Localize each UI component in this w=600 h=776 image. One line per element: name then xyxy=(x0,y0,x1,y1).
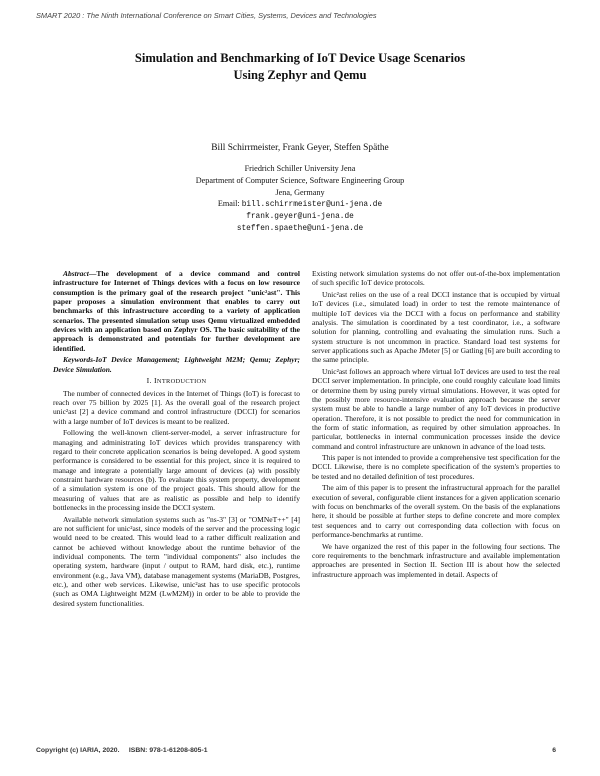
title-line-1: Simulation and Benchmarking of IoT Device Usage Scenarios xyxy=(134,51,466,65)
email-frank[interactable]: frank.geyer@uni-jena.de xyxy=(246,213,354,222)
section-first-letter: I xyxy=(154,376,157,386)
keywords-text: -IoT Device Management; Lightweight M2M; Qemu; Zephyr; Device Simulation. xyxy=(53,355,300,374)
running-header: SMART 2020 : The Ninth International Conference on Smart Cities, Systems, Devices and Technologies xyxy=(36,11,377,20)
department: Department of Computer Science, Software Engineering Group xyxy=(195,175,405,185)
left-paragraph-1: The number of connected devices in the Internet of Things (IoT) is forecast to reach over 75 billion by 2025 [1]. As the overall goal of the research project unic²ast [2] a device command and control infrastructure (DCCI) for scenarios with a large number of IoT devices is meant to be realized. xyxy=(53,388,300,426)
keywords-label: Keywords xyxy=(63,355,93,365)
title-line-2: Using Zephyr and Qemu xyxy=(233,68,367,82)
page-footer xyxy=(36,747,564,754)
abstract-text: —The development of a device command and control infrastructure for Internet of Things devices with a focus on low resource consumption is the primary goal of the research project "unic²ast". This paper proposes a simulation environment that enables to carry out benchmarks of this infrastructure according to a variety of application scenarios. The presented simulation setup uses Qemu virtualized embedded devices with an application based on Zephyr OS. The basic suitability of the approach is demonstrated and potentials for further development are identified. xyxy=(53,269,300,353)
right-paragraph-6: We have organized the rest of this paper in the following four sections. The core requirements to the benchmark infrastructure and available implementation approaches are presented in Section II. Section III is about how the selected infrastructure approach was implemented in detail. Aspects of xyxy=(312,541,560,579)
paper-title xyxy=(40,50,560,84)
author-list: Bill Schirrmeister, Frank Geyer, Steffen Späthe xyxy=(211,143,389,153)
affiliation-block xyxy=(40,163,560,236)
keywords xyxy=(53,355,300,374)
page-number: 6 xyxy=(552,747,556,754)
left-column xyxy=(53,269,300,610)
abstract xyxy=(53,269,300,353)
copyright: Copyright (c) IARIA, 2020. xyxy=(36,747,120,754)
email-line-1 xyxy=(40,198,560,212)
section-heading-introduction xyxy=(53,376,300,386)
abstract-label: Abstract xyxy=(63,269,89,278)
right-paragraph-4: This paper is not intended to provide a comprehensive test specification for the DCCI. Likewise, there is no complete specification of the system's properties to be tested and no detailed definition of test procedures. xyxy=(312,453,560,481)
left-paragraph-2: Following the well-known client-server-model, a server infrastructure for managing and administrating IoT devices which provides transparency with regard to their concrete application scenarios is being developed. A good system performance is considered to be essential for this project, since it is required to manage and integrate a potentially large amount of devices (a) with possibly constraint hardware resources (b). To evaluate this system property, development of a simulation system is one of the project goals. This should allow for the measuring of values that are as realistic as possible and help to identify bottlenecks in the processing inside the DCCI system. xyxy=(53,428,300,512)
university: Friedrich Schiller University Jena xyxy=(244,164,356,173)
right-paragraph-1: Existing network simulation systems do not offer out-of-the-box implementation of such specific IoT device protocols. xyxy=(312,269,560,288)
right-column xyxy=(312,269,560,581)
left-paragraph-3: Available network simulation systems such as "ns-3" [3] or "OMNeT++" [4] are not sufficient for unic²ast, since models of the server and the processing logic would need to be created. This would lead to a rather difficult realization and cannot be achieved without knowledge about the runtime behavior of the individual components. The term "individual components" also includes the operating system, hardware (input / output to RAM, hard disk, etc.), runtime environment (e.g., Java VM), database management systems (MariaDB, Postgres, etc.), and other web services. Likewise, unic²ast has to use specific protocols (such as OMA Lightweight M2M (LwM2M)) in order to be able to provide the desired system functionalities. xyxy=(53,514,300,608)
email-label: Email: xyxy=(217,199,240,209)
location: Jena, Germany xyxy=(275,187,325,197)
section-number: I. xyxy=(146,376,152,386)
right-paragraph-5: The aim of this paper is to present the infrastructural approach for the parallel execution of several, configurable client instances for a given application scenario with focus on benchmarks of the overall system. On the basis of the explanations here, it should be possible at further steps to define concrete and more complex test sequences and to carry out corresponding data collection with focus on performance-benchmarks at runtime. xyxy=(312,483,560,540)
right-paragraph-2: Unic²ast relies on the use of a real DCCI instance that is occupied by virtual IoT devices (i.e., simulated load) in order to test the remote maintenance of multiple IoT devices via the DCCI with a focus on performance and stability analysis. The simulation is coordinated by a test coordinator, i.e., a software solution for planning, controlling and evaluating the simulation runs. Such a system structure is not uncommon in practice. Standard load test systems for server applications such as Apache JMeter [5] or Gatling [6] are built according to the same principle. xyxy=(312,289,560,365)
section-rest: NTRODUCTION xyxy=(156,378,207,386)
email-bill[interactable]: bill.schirrmeister@uni-jena.de xyxy=(241,201,383,210)
email-steffen[interactable]: steffen.spaethe@uni-jena.de xyxy=(236,224,364,233)
isbn: ISBN: 978-1-61208-805-1 xyxy=(128,747,208,754)
right-paragraph-3: Unic²ast follows an approach where virtual IoT devices are used to test the real DCCI server implementation. In principle, one could roughly calculate load limits or determine them by using purely virtual simulations. However, it was opted for the possibly more resource-intensive evaluation approach because the server system must be able to handle a large number of any IoT devices in productive operation. Therefore, it is not possible to predict the need for communication in the form of static information, as required by other simulation approaches. In particular, bottlenecks in internal communication processes inside the device command and control infrastructure are unknown in advance of the load tests. xyxy=(312,366,560,451)
